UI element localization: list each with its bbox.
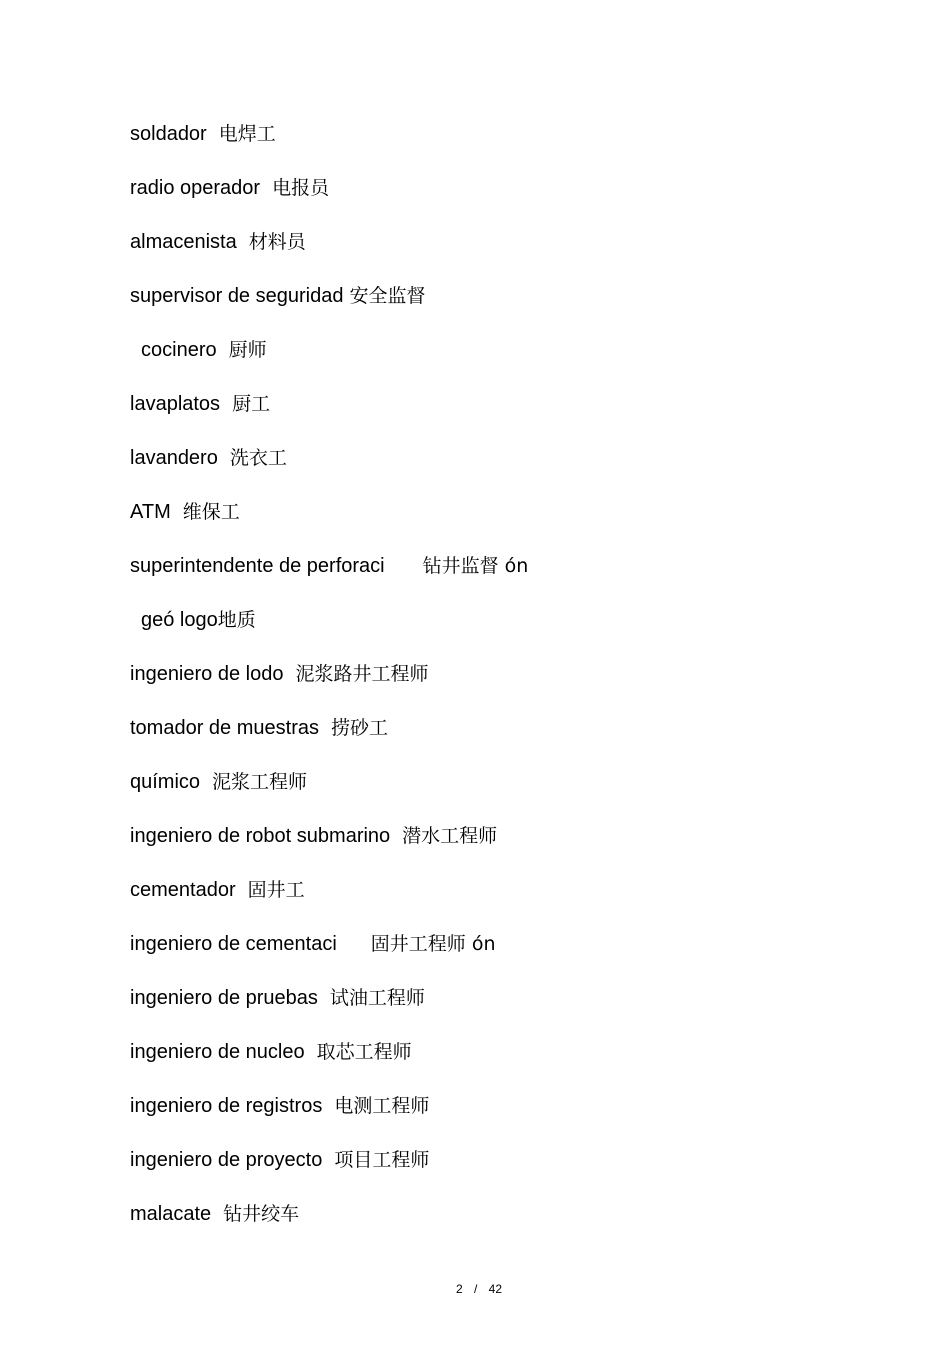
page-separator: / — [473, 1282, 478, 1296]
entry-translation: 厨工 — [232, 393, 271, 415]
glossary-entry — [130, 821, 528, 875]
entry-term: cocinero — [141, 339, 217, 361]
entry-translation: 取芯工程师 — [316, 1041, 412, 1063]
entry-term: ingeniero de nucleo — [130, 1041, 305, 1063]
entry-translation: 泥浆路井工程师 — [295, 663, 429, 685]
glossary-entry — [130, 1199, 528, 1253]
entry-term: ingeniero de lodo — [130, 663, 284, 685]
entry-translation: 厨师 — [228, 339, 267, 361]
entry-translation: 潜水工程师 — [402, 825, 498, 847]
glossary-entry — [130, 173, 528, 227]
entry-term: lavaplatos — [130, 393, 221, 415]
entry-translation: 材料员 — [248, 231, 306, 253]
glossary-entry — [130, 119, 528, 173]
entry-term: químico — [130, 771, 201, 793]
entry-translation: 安全监督 — [349, 285, 426, 307]
entry-translation: 固井工程师 ón — [370, 933, 496, 955]
entry-translation: 泥浆工程师 — [212, 771, 308, 793]
entry-translation: 电焊工 — [218, 123, 276, 145]
entry-term: ingeniero de cementaci — [130, 933, 337, 955]
entry-term: ATM — [130, 501, 171, 523]
entry-translation: 维保工 — [182, 501, 240, 523]
glossary-entry — [130, 551, 528, 605]
entry-translation: 电报员 — [272, 177, 330, 199]
glossary-entry — [130, 983, 528, 1037]
page-total: 42 — [488, 1282, 503, 1296]
entry-term: cementador — [130, 879, 236, 901]
entry-term: geó logo — [141, 609, 218, 631]
entry-term: ingeniero de registros — [130, 1095, 323, 1117]
entry-translation: 地质 — [217, 609, 256, 631]
glossary-entry — [130, 281, 528, 335]
entry-translation: 钻井监督 ón — [422, 555, 529, 577]
glossary-entry — [130, 443, 528, 497]
page-number — [0, 1282, 950, 1296]
entry-term: superintendente de perforaci — [130, 555, 385, 577]
entry-term: malacate — [130, 1203, 212, 1225]
entry-translation: 洗衣工 — [229, 447, 287, 469]
entry-translation: 试油工程师 — [329, 987, 425, 1009]
entry-translation: 固井工 — [247, 879, 305, 901]
entry-term: lavandero — [130, 447, 218, 469]
glossary-entry — [130, 659, 528, 713]
glossary-entry — [130, 227, 528, 281]
glossary-entry — [130, 605, 528, 659]
glossary-entry — [130, 335, 528, 389]
glossary-entry — [130, 389, 528, 443]
glossary-entry — [130, 1037, 528, 1091]
entry-term: supervisor de seguridad — [130, 285, 344, 307]
glossary-entry — [130, 767, 528, 821]
entry-term: radio operador — [130, 177, 261, 199]
entry-term: ingeniero de proyecto — [130, 1149, 323, 1171]
entry-term: ingeniero de robot submarino — [130, 825, 391, 847]
entry-term: soldador — [130, 123, 207, 145]
glossary-entry — [130, 713, 528, 767]
entry-translation: 项目工程师 — [334, 1149, 430, 1171]
entry-translation: 捞砂工 — [330, 717, 388, 739]
glossary-entry — [130, 929, 528, 983]
glossary-entry — [130, 497, 528, 551]
glossary-entry — [130, 1145, 528, 1199]
page-current: 2 — [455, 1282, 463, 1296]
entry-term: almacenista — [130, 231, 237, 253]
entry-term: tomador de muestras — [130, 717, 319, 739]
entry-term: ingeniero de pruebas — [130, 987, 318, 1009]
entry-translation: 电测工程师 — [334, 1095, 430, 1117]
glossary-entry — [130, 1091, 528, 1145]
glossary-list — [130, 119, 528, 1253]
entry-translation: 钻井绞车 — [223, 1203, 300, 1225]
glossary-entry — [130, 875, 528, 929]
